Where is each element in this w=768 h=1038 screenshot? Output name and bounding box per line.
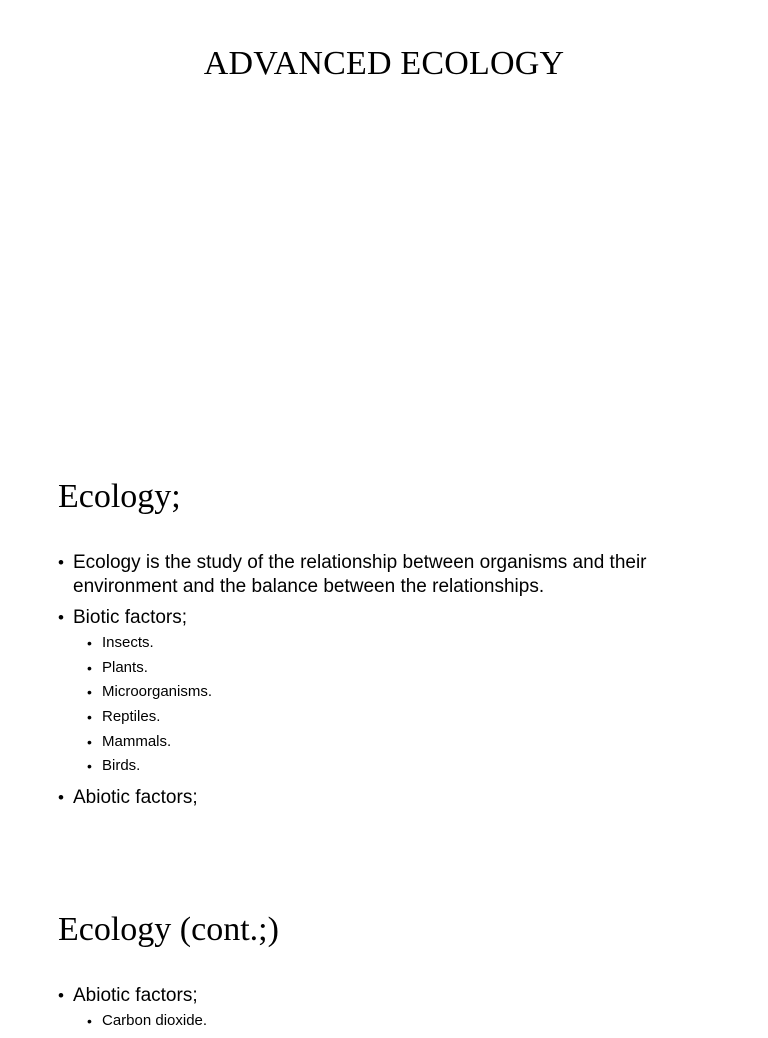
sub-item	[87, 658, 718, 678]
bullet-dot-icon: •	[58, 986, 64, 1005]
sub-item-text: Mammals.	[102, 732, 172, 750]
sub-item	[87, 732, 718, 752]
sub-list-biotic	[73, 633, 718, 776]
page-title: ADVANCED ECOLOGY	[203, 45, 565, 82]
bullet-item-definition	[58, 551, 718, 599]
sub-item-text: Reptiles.	[102, 708, 161, 726]
sub-item-text: Plants.	[102, 658, 148, 676]
bullet-dot-icon: •	[87, 1013, 92, 1029]
sub-item	[87, 633, 718, 653]
bullet-list-ecology	[58, 551, 718, 817]
sub-item-text: Carbon dioxide.	[102, 1012, 208, 1029]
bullet-item-abiotic	[58, 786, 718, 810]
bullet-text: Ecology is the study of the relationship between organisms and their environment and the balance between the relationships.	[73, 552, 647, 597]
slide-heading-ecology-cont: Ecology (cont.;)	[58, 911, 279, 948]
bullet-dot-icon: •	[87, 709, 92, 726]
sub-item	[87, 756, 718, 776]
bullet-dot-icon: •	[58, 608, 64, 627]
sub-item	[87, 707, 718, 727]
bullet-dot-icon: •	[87, 659, 92, 676]
sub-item	[87, 1011, 718, 1031]
bullet-text: Abiotic factors;	[73, 985, 198, 1006]
bullet-list-ecology-cont	[58, 984, 718, 1038]
sub-item	[87, 682, 718, 702]
bullet-dot-icon: •	[58, 788, 64, 808]
bullet-dot-icon: •	[87, 684, 92, 701]
sub-item-text: Insects.	[102, 634, 154, 651]
bullet-text: Abiotic factors;	[73, 787, 198, 809]
bullet-dot-icon: •	[87, 733, 92, 750]
slide-heading-ecology: Ecology;	[58, 478, 181, 515]
sub-item-text: Birds.	[102, 757, 141, 775]
bullet-dot-icon: •	[87, 758, 92, 775]
sub-list-abiotic	[73, 1011, 718, 1031]
bullet-text: Biotic factors;	[73, 607, 188, 628]
bullet-dot-icon: •	[58, 553, 64, 572]
bullet-dot-icon: •	[87, 635, 92, 651]
sub-item-text: Microorganisms.	[102, 683, 213, 701]
bullet-item-biotic	[58, 606, 718, 776]
